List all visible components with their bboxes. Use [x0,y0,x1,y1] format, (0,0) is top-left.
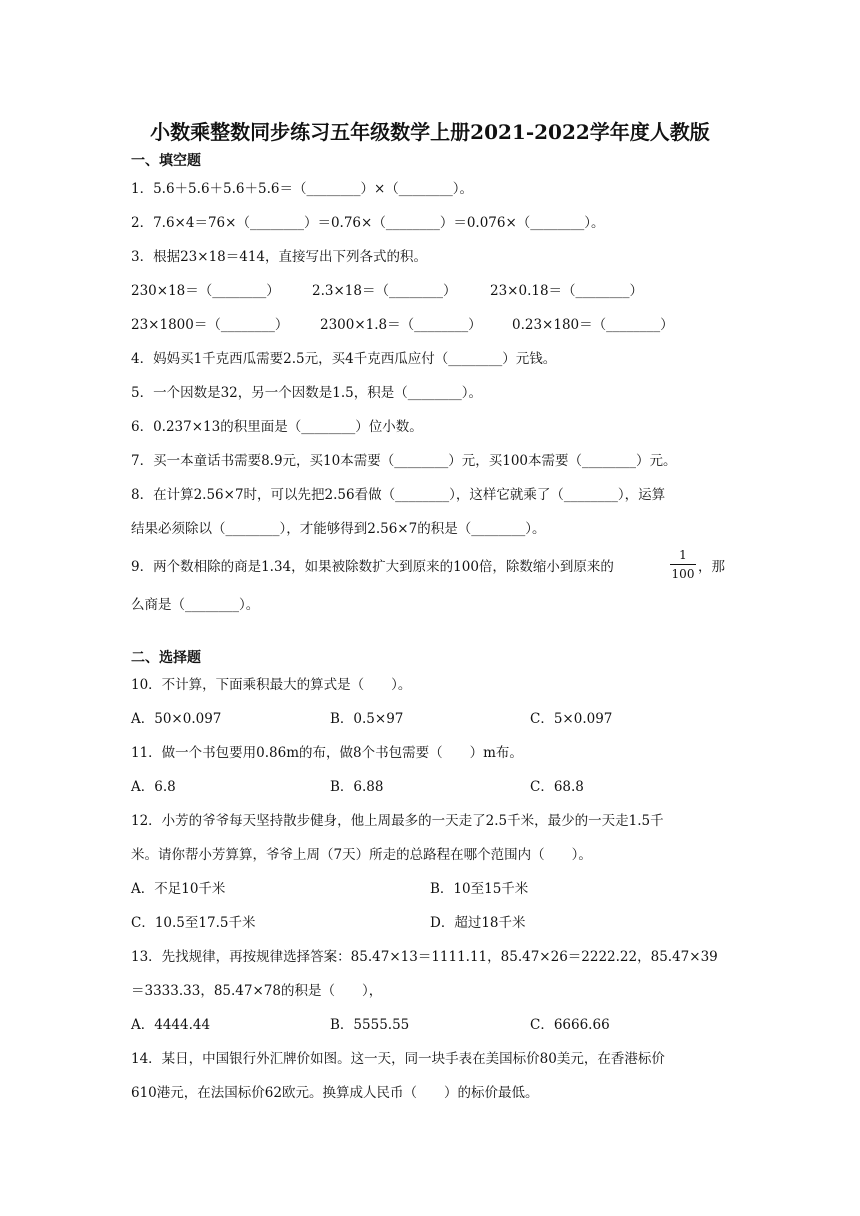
fraction-bar [670,564,696,565]
fraction-one-hundredth [670,547,696,582]
question-12-option-b: B．10至15千米 [430,881,529,897]
question-9-line-1-end: ，那 [698,559,725,575]
fraction-denominator: 100 [671,567,695,581]
question-14-line-2: 610港元，在法国标价62欧元。换算成人民币（ ）的标价最低。 [131,1085,539,1101]
question-11-option-c: C．68.8 [530,779,584,795]
fraction-numerator: 1 [679,548,687,562]
question-12-line-2: 米。请你帮小芳算算，爷爷上周（7天）所走的总路程在哪个范围内（ ）。 [131,847,592,863]
question-13-option-c: C．6666.66 [530,1017,610,1033]
question-10-option-a: A．50×0.097 [131,711,222,727]
question-12-option-d: D．超过18千米 [430,915,526,931]
question-10-option-b: B．0.5×97 [330,711,404,727]
question-3: 3．根据23×18＝414，直接写出下列各式的积。 [131,249,428,265]
question-14-line-1: 14．某日，中国银行外汇牌价如图。这一天，同一块手表在美国标价80美元，在香港标价 [131,1051,665,1067]
section-heading-multiple-choice: 二、选择题 [131,650,201,666]
question-13-line-2: ＝3333.33，85.47×78的积是（ ）， [131,983,383,999]
question-5: 5．一个因数是32，另一个因数是1.5，积是（________）。 [131,385,482,401]
question-7: 7．买一本童话书需要8.9元，买10本需要（________）元，买100本需要（________）元。 [131,453,677,469]
question-10-option-c: C．5×0.097 [530,711,613,727]
question-12-option-a: A．不足10千米 [131,881,226,897]
question-11-option-a: A．6.8 [131,779,176,795]
page-title: 小数乘整数同步练习五年级数学上册2021-2022学年度人教版 [150,120,710,144]
question-10: 10．不计算，下面乘积最大的算式是（ ）。 [131,677,412,693]
question-2: 2．7.6×4＝76×（________）＝0.76×（________）＝0.076×（________）。 [131,215,605,231]
question-3-item: 23×0.18＝（________） [490,283,644,299]
question-3-item: 0.23×180＝（________） [512,317,674,333]
question-3-item: 230×18＝（________） [131,283,280,299]
question-11-option-b: B．6.88 [330,779,384,795]
question-9-line-1: 9．两个数相除的商是1.34，如果被除数扩大到原来的100倍，除数缩小到原来的 [131,559,614,575]
section-heading-fill-in: 一、填空题 [131,153,201,169]
question-11: 11．做一个书包要用0.86m的布，做8个书包需要（ ）m布。 [131,745,523,761]
question-8-line-1: 8．在计算2.56×7时，可以先把2.56看做（________），这样它就乘了（________），运算 [131,487,666,503]
question-12-option-c: C．10.5至17.5千米 [131,915,256,931]
question-8-line-2: 结果必须除以（________），才能够得到2.56×7的积是（________）。 [131,521,546,537]
question-12-line-1: 12．小芳的爷爷每天坚持散步健身，他上周最多的一天走了2.5千米，最少的一天走1.5千 [131,813,664,829]
question-3-item: 2300×1.8＝（________） [320,317,482,333]
question-6: 6．0.237×13的积里面是（________）位小数。 [131,419,423,435]
question-3-item: 2.3×18＝（________） [312,283,457,299]
question-9-line-2: 么商是（________）。 [131,597,260,613]
question-13-option-a: A．4444.44 [131,1017,211,1033]
question-13-line-1: 13．先找规律，再按规律选择答案：85.47×13＝1111.11，85.47×26＝2222.22，85.47×39 [131,949,718,965]
question-1: 1．5.6＋5.6＋5.6＋5.6＝（________）×（________）。 [131,181,474,197]
question-4: 4．妈妈买1千克西瓜需要2.5元，买4千克西瓜应付（________）元钱。 [131,351,557,367]
question-3-item: 23×1800＝（________） [131,317,289,333]
question-13-option-b: B．5555.55 [330,1017,410,1033]
